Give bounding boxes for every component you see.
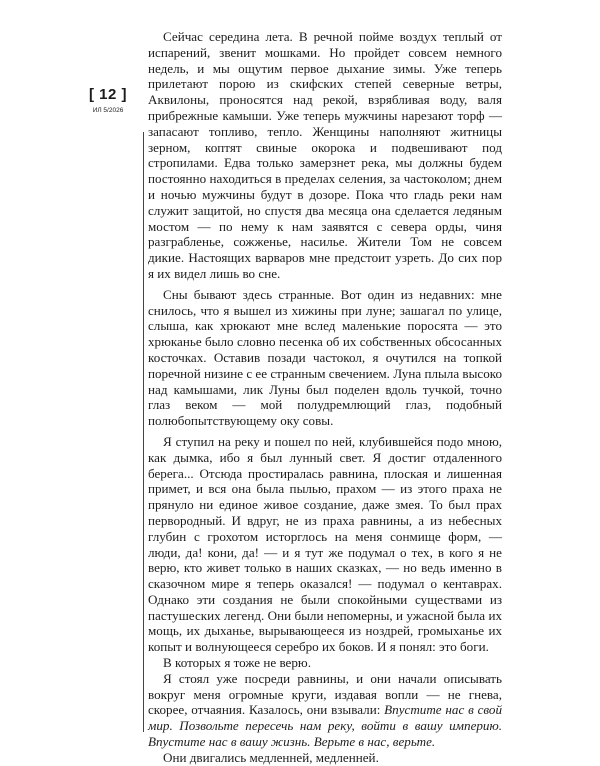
issue-label: ИЛ 5/2026 [92, 107, 124, 114]
paragraph: Я ступил на реку и пошел по ней, клубившейся подо мною, как дымка, ибо я был лунный свет. Я достиг отдаленного берега... Отсюда простиралась равнина, плоская и лишенная примет, и вся она была пылью, прахом — из этого праха не прянуло ни единое живое создание, даже змея. То был прах первородный. И вдруг, не из праха равнины, а из небесных глубин с грохотом исторглось на меня сонмище форм, — люди, да! кони, да! — и я тут же подумал о тех, в кого я не верю, кто живет только в наших сказках, — но ведь именно в сказочном мире я теперь оказался! — подумал о кентаврах. Однако эти создания не были спокойными существами из пастушеских легенд. Они были непомерны, и ужасной была их мощь, их дыханье, вырывающееся из ноздрей, громыханье их копыт и волнующееся серебро их боков. И я понял: это боги. [148, 433, 502, 655]
italic-call: Впустите нас в свой мир. Позвольте пересечь нам реку, войти в вашу империю. Впустите нас в вашу жизнь. Верьте в нас, верьте. [148, 702, 502, 750]
paragraph: Они двигались медленней, медленней. [163, 749, 379, 765]
page-margin [82, 86, 134, 114]
paragraph-with-emphasis [148, 671, 502, 750]
paragraph: В которых я тоже не верю. [163, 655, 311, 671]
body-text [148, 29, 502, 766]
margin-rule [143, 132, 144, 732]
page-number: [ 12 ] [88, 86, 127, 103]
paragraph: Сейчас середина лета. В речной пойме воздух теплый от испарений, звенит мошками. Но пройдет совсем немного недель, и мы ощутим первое дыхание зимы. Уже теперь прилетают порою из скифских степей северные ветры, Аквилоны, проносятся над рекой, взрябливая воду, валя прибрежные камыши. Уже теперь мужчины нарезают торф — запасают топливо, тепло. Женщины наполняют житницы зерном, коптят свиные окорока и подвешивают под стропилами. Едва только замерзнет река, мы должны будем постоянно находиться в пределах селения, за частоколом; днем и ночью мужчины будут в дозоре. Пока что гладь реки нам служит защитой, но спустя два месяца она сделается ледяным мостом — по нему к нам заявятся с севера орды, чиня разграбленье, сожженье, насилье. Жители Том не совсем дикие. Настоящих варваров мне предстоит узреть. До сих пор я их видел лишь во сне. [148, 29, 502, 281]
paragraph: Сны бывают здесь странные. Вот один из недавних: мне снилось, что я вышел из хижины при луне; зашагал по улице, слыша, как хрюкают мне вслед маленькие поросята — это хрюканье было словно песенка об их собственных обсосанных косточках. Оставив позади частокол, я очутился на топкой поречной низине с ее странным свечением. Луна плыла высоко над камышами, лик Луны был поделен вдоль тучкой, точно глаз веком — мой полудремлющий глаз, подобный полюбопытствующему оку совы. [148, 286, 502, 429]
paragraph-plain-part: Я стоял уже посреди равнины, и они начали описывать вокруг меня огромные круги, издавая вопли — не гнева, скорее, отчаяния. Казалось, они взывали: [148, 670, 502, 718]
